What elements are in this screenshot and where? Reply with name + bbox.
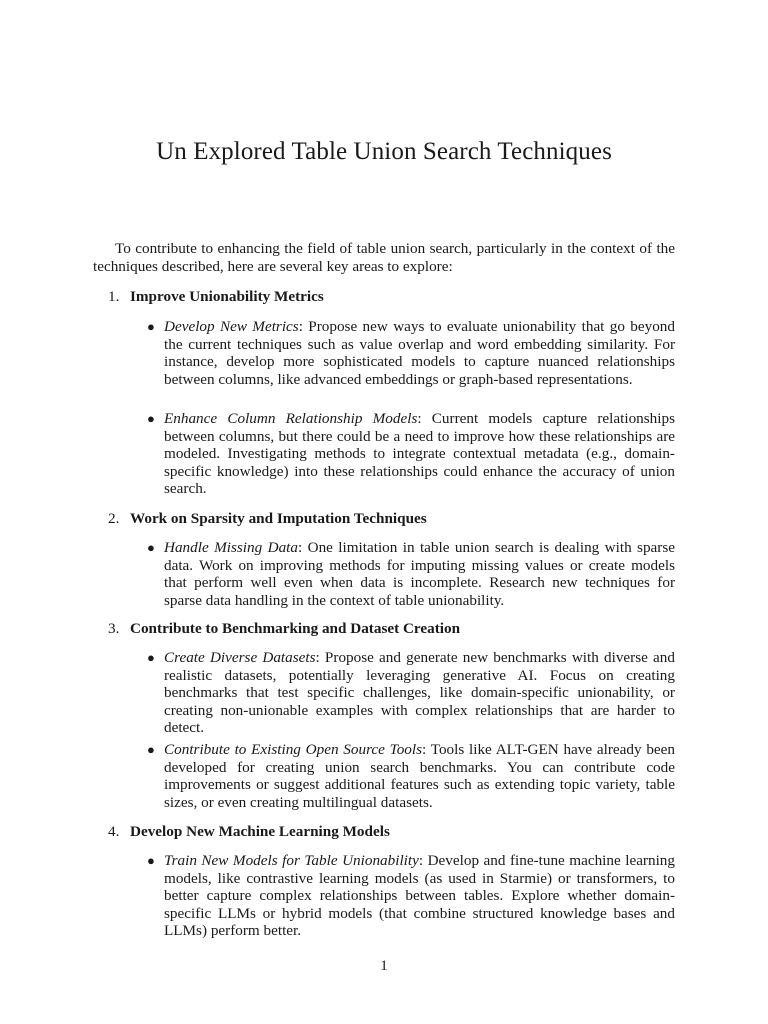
- bullet-icon: ●: [147, 319, 155, 334]
- bullet-text: : Propose new ways to evaluate unionability that go beyond the current techniques such as value overlap and word embedding similarity. For instance, develop more sophisticated models to capture nuanced relationships between columns, like advanced embeddings or graph-based representations.: [164, 318, 675, 388]
- section-heading: [108, 823, 675, 841]
- bullet-lead: Develop New Metrics: [164, 318, 299, 335]
- bullet-icon: ●: [147, 411, 155, 426]
- bullet-icon: ●: [147, 853, 155, 868]
- bullet-lead: Train New Models for Table Unionability: [164, 852, 419, 869]
- section-heading: [108, 288, 675, 306]
- bullet-item: [147, 318, 675, 388]
- section-heading: [108, 620, 675, 638]
- document-title: Un Explored Table Union Search Techniques: [156, 138, 612, 165]
- section-title: Contribute to Benchmarking and Dataset Creation: [130, 620, 461, 637]
- bullet-text: : Current models capture relationships between columns, but there could be a need to improve how these relationships are modeled. Investigating methods to integrate contextual metadata (e.g., domain-specific knowledge) into these relationships could enhance the accuracy of union search.: [164, 410, 675, 498]
- bullet-item: [147, 852, 675, 940]
- bullet-icon: ●: [147, 650, 155, 665]
- bullet-item: [147, 649, 675, 737]
- bullet-text: : One limitation in table union search is dealing with sparse data. Work on improving methods for imputing missing values or create models that perform well even when data is incomplete. Research new techniques for sparse data handling in the context of table unionability.: [164, 539, 676, 609]
- bullet-text: : Develop and fine-tune machine learning models, like contrastive learning models (as used in Starmie) or transformers, to better capture complex relationships between tables. Explore whether domain-specific LLMs or hybrid models (that combine structured knowledge bases and LLMs) perform better.: [164, 852, 675, 940]
- section-number: 3.: [108, 620, 120, 637]
- section-number: 2.: [108, 510, 120, 527]
- bullet-item: [147, 410, 675, 498]
- section-number: 4.: [108, 823, 120, 840]
- bullet-text: : Tools like ALT-GEN have already been developed for creating union search benchmarks. You can contribute code improvements or suggest additional features such as extending topic variety, table sizes, or even creating multilingual datasets.: [164, 741, 675, 811]
- section-title: Develop New Machine Learning Models: [130, 823, 390, 840]
- intro-paragraph: To contribute to enhancing the field of table union search, particularly in the context of the techniques described, here are several key areas to explore:: [93, 240, 675, 275]
- section-title: Improve Unionability Metrics: [130, 288, 324, 305]
- bullet-icon: ●: [147, 742, 155, 757]
- bullet-lead: Enhance Column Relationship Models: [164, 410, 418, 427]
- bullet-lead: Contribute to Existing Open Source Tools: [164, 741, 423, 758]
- bullet-item: [147, 741, 675, 811]
- section-number: 1.: [108, 288, 120, 305]
- bullet-lead: Create Diverse Datasets: [164, 649, 316, 666]
- bullet-item: [147, 539, 676, 609]
- bullet-text: : Propose and generate new benchmarks with diverse and realistic datasets, potentially leveraging generative AI. Focus on creating benchmarks that test specific challenges, like domain-specific unionability, or creating non-unionable examples with complex relationships that are harder to detect.: [164, 649, 675, 737]
- page-number: 1: [380, 958, 388, 974]
- bullet-lead: Handle Missing Data: [164, 539, 298, 556]
- section-heading: [108, 510, 675, 528]
- section-title: Work on Sparsity and Imputation Techniques: [130, 510, 427, 527]
- bullet-icon: ●: [147, 540, 155, 555]
